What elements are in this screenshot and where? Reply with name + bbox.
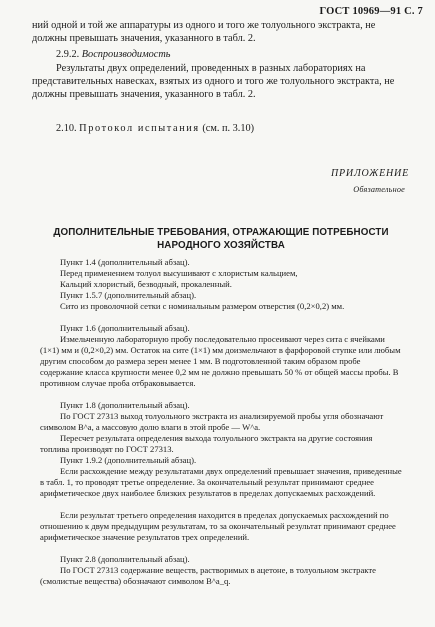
appendix-type: Обязательное xyxy=(353,185,405,194)
item-text: Измельченную лабораторную пробу последовательно просеивают через сита с ячейками (1×1) мм и (0,2×0,2) мм. Остаток на сите (1×1) мм доизмельчают в фарфоровой ступке или любым другим способом до размера зерен менее 1 мм. В подготовленной таким образом пробе содержание класса крупности менее 0,2 мм не должно превышать 50 % от общей массы пробы. В противном случае проба отбраковывается. xyxy=(40,334,401,388)
appendix-label: ПРИЛОЖЕНИЕ xyxy=(331,168,409,179)
item-text: Если результат третьего определения находится в пределах допускаемых расхождений по отношению к двум предыдущим результатам, то за окончательный результат принимают среднее арифметическое значение результатов трех определений. xyxy=(40,510,396,542)
item-text: По ГОСТ 27313 содержание веществ, растворимых в ацетоне, в толуольном экстракте (смолистые вещества) обозначают символом B^a_q. xyxy=(40,565,376,586)
item-text: По ГОСТ 27313 выход толуольного экстракта из анализируемой пробы угля обозначают символом B^a, а массовую долю влаги в этой пробе — W^a. xyxy=(40,411,384,432)
item-heading: Пункт 1.9.2 (дополнительный абзац). xyxy=(60,455,197,465)
item-text: Сито из проволочной сетки с номинальным размером отверстия (0,2×0,2) мм. xyxy=(60,301,345,311)
item-text: Пересчет результата определения выхода толуольного экстракта на другие состояния топлива производят по ГОСТ 27313. xyxy=(40,433,373,454)
section-title: Воспроизводимость xyxy=(81,49,171,60)
section-2-9-2-heading xyxy=(32,49,402,62)
item-heading: Пункт 1.6 (дополнительный абзац). xyxy=(60,323,190,333)
section-number: 2.9.2. xyxy=(56,49,80,60)
item-heading: Пункт 1.5.7 (дополнительный абзац). xyxy=(60,290,197,300)
section-reference: (см. п. 3.10) xyxy=(202,123,255,134)
item-text: Если расхождение между результатами двух определений превышает значения, приведенные в табл. 1, то проводят третье определение. За окончательный результат принимают среднее арифметическое двух наиболее близких результатов в пределах допускаемых расхождений. xyxy=(40,466,402,498)
paragraph-reproducibility: Результаты двух определений, проведенных в разных лабораториях на представительных навесках, взятых из одного и того же толуольного экстракта, не должны превышать значения, указанного в табл. 2. xyxy=(32,63,395,100)
item-text: Перед применением толуол высушивают с хлористым кальцием, xyxy=(60,268,298,278)
item-text: Кальций хлористый, безводный, прокаленный. xyxy=(60,279,232,289)
item-heading: Пункт 1.4 (дополнительный абзац). xyxy=(60,257,190,267)
section-2-10-heading xyxy=(32,123,402,136)
item-heading: Пункт 2.8 (дополнительный абзац). xyxy=(60,554,190,564)
appendix-title: ДОПОЛНИТЕЛЬНЫЕ ТРЕБОВАНИЯ, ОТРАЖАЮЩИЕ ПОТРЕБНОСТИ НАРОДНОГО ХОЗЯЙСТВА xyxy=(53,227,389,251)
paragraph-continuation: ний одной и той же аппаратуры из одного и того же толуольного экстракта, не должны превышать значения, указанного в табл. 2. xyxy=(32,20,376,44)
section-title: Протокол испытания xyxy=(79,123,200,134)
section-number: 2.10. xyxy=(56,123,77,134)
item-heading: Пункт 1.8 (дополнительный абзац). xyxy=(60,400,190,410)
page-header: ГОСТ 10969—91 С. 7 xyxy=(319,6,423,17)
